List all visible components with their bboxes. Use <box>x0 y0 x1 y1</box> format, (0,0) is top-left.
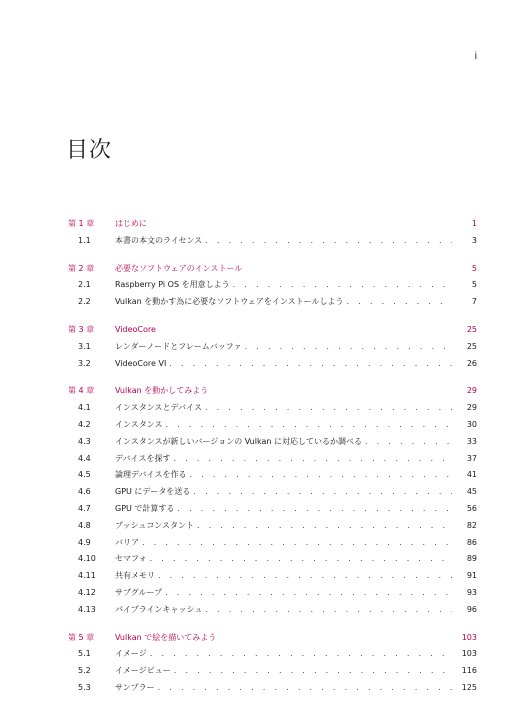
section-number: 3.2 <box>78 358 91 368</box>
section-page: 26 <box>466 358 477 368</box>
section-page: 86 <box>466 537 477 547</box>
section-page: 96 <box>466 604 477 614</box>
toc-chapter <box>68 383 477 618</box>
dot-leader <box>177 501 452 518</box>
section-page: 5 <box>471 280 477 290</box>
section-number: 4.10 <box>78 554 96 564</box>
toc-chapter-entry[interactable] <box>68 630 477 647</box>
toc-chapter <box>68 630 477 697</box>
section-number: 3.1 <box>78 341 91 351</box>
toc-section-entry[interactable] <box>68 551 477 568</box>
section-number: 4.12 <box>78 587 96 597</box>
section-page: 56 <box>466 503 477 513</box>
chapter-title: 必要なソフトウェアのインストール <box>115 263 243 273</box>
toc-section-entry[interactable] <box>68 484 477 501</box>
section-title: GPU で計算する <box>115 503 175 513</box>
section-title: 本書の本文のライセンス <box>115 235 203 245</box>
section-page: 116 <box>461 666 477 676</box>
chapter-number: 第 1 章 <box>68 219 95 228</box>
chapter-page: 5 <box>471 263 477 273</box>
section-number: 4.9 <box>78 537 91 547</box>
section-title: 論理デバイスを作る <box>115 470 187 480</box>
dot-leader <box>365 434 452 451</box>
dot-leader <box>197 518 452 535</box>
dot-leader <box>205 602 452 619</box>
section-page: 7 <box>471 297 477 307</box>
section-number: 4.6 <box>78 487 91 497</box>
section-number: 4.4 <box>78 453 91 463</box>
section-title: インスタンスが新しいバージョンの Vulkan に対応しているか調べる <box>115 436 362 446</box>
section-page: 89 <box>466 554 477 564</box>
toc-section-entry[interactable] <box>68 535 477 552</box>
section-page: 45 <box>466 487 477 497</box>
dot-leader <box>173 451 452 468</box>
toc-chapter-entry[interactable] <box>68 383 477 400</box>
section-title: プッシュコンスタント <box>115 520 195 530</box>
dot-leader <box>174 663 452 680</box>
section-title: パイプラインキャッシュ <box>115 604 203 614</box>
dot-leader <box>150 646 452 663</box>
section-title: Raspberry Pi OS を用意しよう <box>115 280 230 290</box>
section-title: GPU にデータを送る <box>115 487 191 497</box>
dot-leader <box>158 568 452 585</box>
section-number: 5.3 <box>78 682 91 692</box>
chapter-number: 第 2 章 <box>68 263 95 273</box>
toc-section-entry[interactable] <box>68 568 477 585</box>
page-title: 目次 <box>66 138 113 163</box>
toc-section-entry[interactable] <box>68 501 477 518</box>
chapter-page: 25 <box>466 324 477 334</box>
section-page: 33 <box>466 436 477 446</box>
section-number: 5.1 <box>78 649 91 659</box>
toc-chapter <box>68 261 477 311</box>
dot-leader <box>233 277 452 294</box>
section-page: 125 <box>461 682 477 692</box>
section-number: 4.11 <box>78 571 96 581</box>
section-page: 82 <box>466 520 477 530</box>
dot-leader <box>166 417 452 434</box>
section-page: 30 <box>466 419 477 429</box>
section-title: サンプラー <box>115 682 155 692</box>
section-title: インスタンス <box>115 419 163 429</box>
section-number: 4.13 <box>78 604 96 614</box>
chapter-page: 103 <box>461 632 477 642</box>
section-page: 37 <box>466 453 477 463</box>
table-of-contents <box>68 216 477 708</box>
section-title: セマフォ <box>115 554 147 564</box>
section-page: 91 <box>466 571 477 581</box>
section-number: 1.1 <box>78 235 91 245</box>
section-title: イメージ <box>115 649 147 659</box>
chapter-title: はじめに <box>115 219 147 228</box>
section-page: 41 <box>466 470 477 480</box>
section-number: 5.2 <box>78 666 91 676</box>
toc-chapter-entry[interactable] <box>68 322 477 339</box>
section-number: 4.5 <box>78 470 91 480</box>
section-page: 93 <box>466 587 477 597</box>
dot-leader <box>189 467 452 484</box>
toc-section-entry[interactable] <box>68 294 477 311</box>
chapter-number: 第 3 章 <box>68 324 95 334</box>
chapter-title: VideoCore <box>115 324 156 334</box>
section-title: Vulkan を動かす為に必要なソフトウェアをインストールしよう <box>115 297 344 307</box>
toc-section-entry[interactable] <box>68 434 477 451</box>
chapter-page: 29 <box>466 386 477 396</box>
dot-leader <box>347 294 452 311</box>
toc-chapter <box>68 216 477 250</box>
section-number: 2.1 <box>78 280 91 290</box>
section-title: VideoCore VI <box>115 358 167 368</box>
chapter-title: Vulkan を動かしてみよう <box>115 386 209 396</box>
section-number: 4.8 <box>78 520 91 530</box>
toc-section-entry[interactable] <box>68 663 477 680</box>
dot-leader <box>245 339 452 356</box>
section-number: 4.3 <box>78 436 91 446</box>
toc-section-entry[interactable] <box>68 646 477 663</box>
chapter-page: 1 <box>471 219 477 228</box>
section-number: 4.7 <box>78 503 91 513</box>
toc-section-entry[interactable] <box>68 417 477 434</box>
chapter-number: 第 5 章 <box>68 632 95 642</box>
toc-section-entry[interactable] <box>68 277 477 294</box>
toc-section-entry[interactable] <box>68 451 477 468</box>
toc-chapter-entry[interactable] <box>68 216 477 233</box>
section-page: 29 <box>466 403 477 413</box>
section-title: レンダーノードとフレームバッファ <box>115 341 242 351</box>
toc-section-entry[interactable] <box>68 233 477 250</box>
dot-leader <box>165 585 452 602</box>
chapter-title: Vulkan で絵を描いてみよう <box>115 632 217 642</box>
dot-leader <box>193 484 452 501</box>
section-page: 103 <box>461 649 477 659</box>
toc-section-entry[interactable] <box>68 339 477 356</box>
toc-section-entry[interactable] <box>68 680 477 697</box>
section-title: インスタンスとデバイス <box>115 403 202 413</box>
toc-chapter-entry[interactable] <box>68 261 477 278</box>
toc-section-entry[interactable] <box>68 602 477 619</box>
page-number: i <box>474 51 477 62</box>
section-number: 4.2 <box>78 419 91 429</box>
section-title: バリア <box>115 537 139 547</box>
section-page: 25 <box>466 341 477 351</box>
dot-leader <box>169 356 452 373</box>
section-title: イメージビュー <box>115 666 171 676</box>
toc-section-entry[interactable] <box>68 356 477 373</box>
dot-leader <box>158 680 452 697</box>
toc-section-entry[interactable] <box>68 467 477 484</box>
dot-leader <box>150 551 452 568</box>
toc-section-entry[interactable] <box>68 400 477 417</box>
toc-section-entry[interactable] <box>68 585 477 602</box>
section-number: 2.2 <box>78 297 91 307</box>
dot-leader <box>205 233 452 250</box>
dot-leader <box>205 400 452 417</box>
toc-chapter <box>68 322 477 372</box>
chapter-number: 第 4 章 <box>68 386 95 396</box>
toc-section-entry[interactable] <box>68 518 477 535</box>
dot-leader <box>142 535 452 552</box>
section-title: サブグループ <box>115 587 163 597</box>
section-page: 3 <box>471 235 477 245</box>
section-number: 4.1 <box>78 403 91 413</box>
section-title: 共有メモリ <box>115 571 155 581</box>
section-title: デバイスを探す <box>115 453 171 463</box>
